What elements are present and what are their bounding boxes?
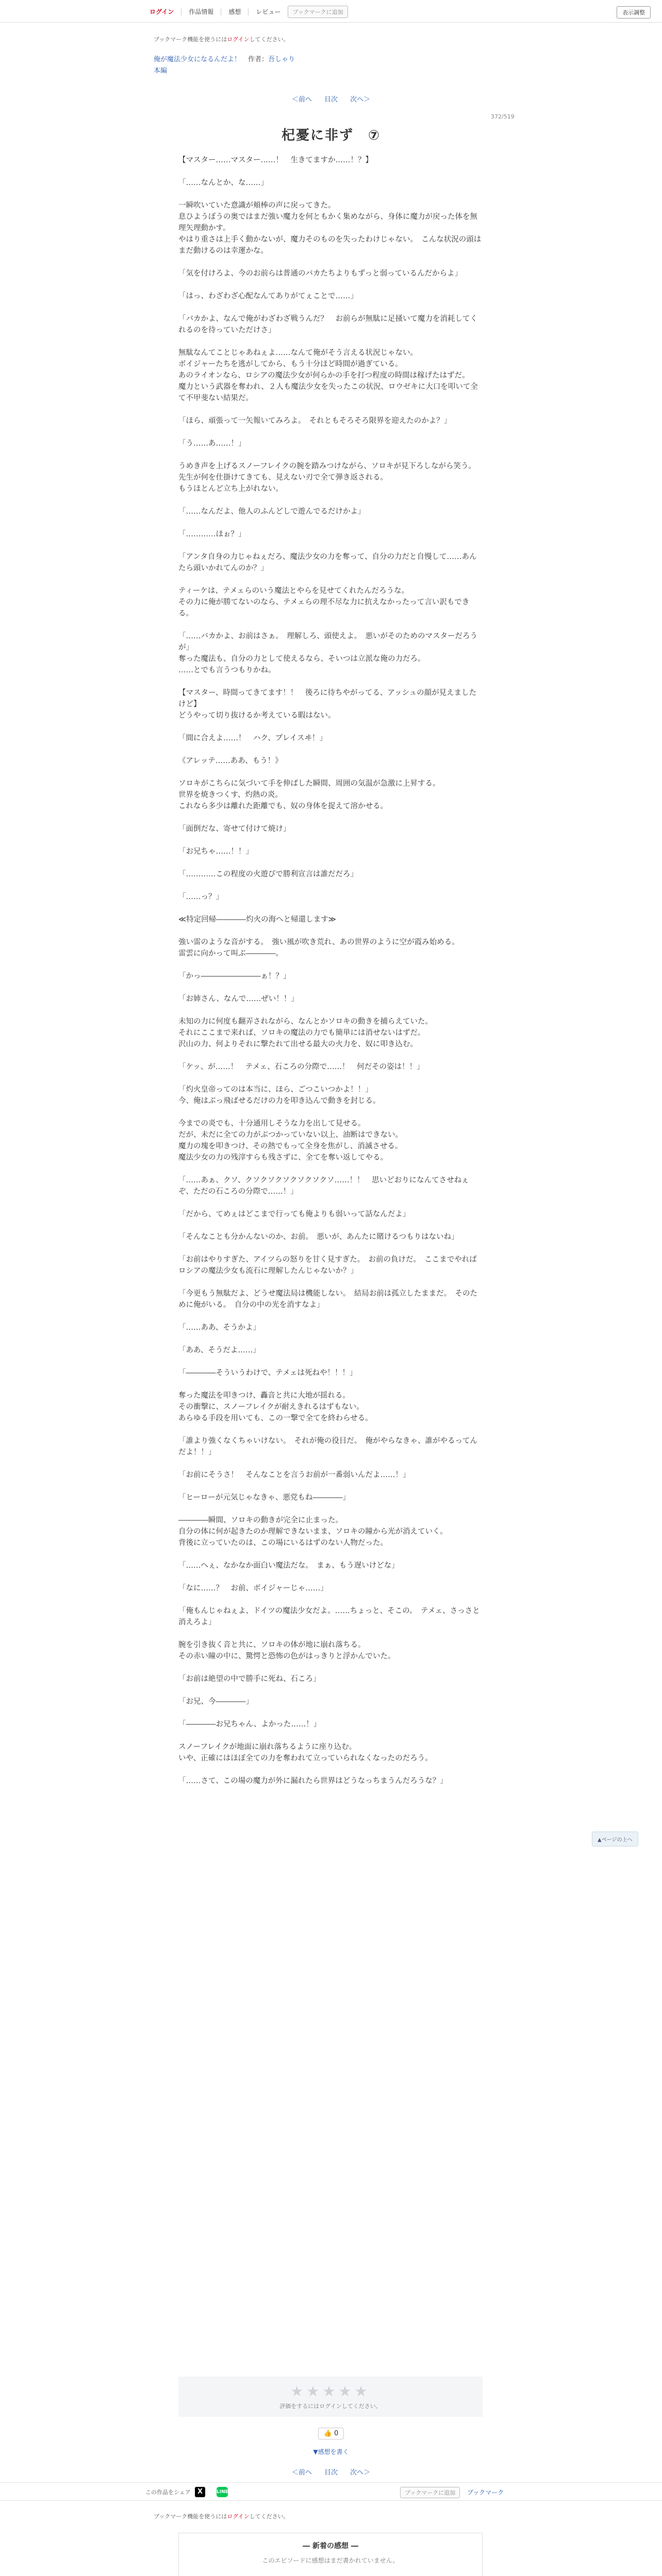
body-paragraph: 《アレッテ……ああ、もう！》 — [178, 757, 283, 765]
hint-prefix: ブックマーク機能を使うには — [154, 36, 227, 43]
series-info — [154, 54, 295, 63]
latest-reviews-empty: このエピソードに感想はまだ書かれていません。 — [262, 2557, 399, 2564]
bookmark-link[interactable]: ブックマーク — [467, 2489, 504, 2496]
body-paragraph: 「――――そういうわけで、テメェは死ねや！！！」 — [178, 1369, 357, 1377]
body-paragraph: 「――――お兄ちゃん、よかった……！」 — [178, 1720, 321, 1728]
series-title-link[interactable]: 俺が魔法少女になるんだよ！ — [154, 56, 241, 63]
body-paragraph: ティーケは、テメェらのいう魔法とやらを見せてくれたんだろうな。 その力に俺が勝てないのなら、テメェらの理不尽な力に抗えなかったって言い訳もできる。 — [178, 587, 470, 618]
body-paragraph: 未知の力に何度も翻弄されながら、なんとかソロキの動きを捕らえていた。 それにここまで来れば、ソロキの魔法の力でも簡単には消せないはずだ。 沢山の力、何よりそれに撃たれて出せる最大の火力を、奴に叩き込む。 — [178, 1018, 433, 1048]
prev-link[interactable]: ＜前へ — [291, 96, 312, 104]
hint-login-link[interactable]: ログイン — [227, 36, 250, 43]
body-paragraph: 今までの炎でも、十分通用しそうな力を出して見せる。 だが、未だに全ての力がぶつかっていない以上、油断はできない。 魔力の塊を叩きつけ、その熱でもって全身を焦がし、消滅させる。 魔法少女の力の残滓すらも残さずに、全てを奪い返してやる。 — [178, 1120, 403, 1162]
body-paragraph: 「……バカかよ、お前はさぁ。 理解しろ、頭使えよ。 悪いがそのためのマスターだろうが」 奪った魔法も、自分の力として使えるなら、そいつは立派な俺の力だろ。 ……とでも言うつもりかね。 — [178, 632, 477, 674]
write-review-link[interactable]: ▼感想を書く — [313, 2448, 349, 2455]
nav-item-recommendations[interactable]: レビュー — [256, 8, 281, 15]
display-settings-button[interactable]: 表示調整 — [617, 6, 651, 19]
share-bar — [0, 2482, 662, 2501]
top-nav-bar — [0, 0, 662, 23]
body-paragraph: 「ケッ、が……！ テメェ、石ころの分際で……！ 何だその姿は！！」 — [178, 1063, 424, 1071]
top-nav — [145, 5, 348, 18]
body-paragraph: 「…………この程度の火遊びで勝利宣言は誰だだろ」 — [178, 870, 358, 878]
body-paragraph: 「お姉さん、なんで……ぜい！！」 — [178, 995, 299, 1003]
body-paragraph: 「……っ？」 — [178, 893, 223, 901]
latest-reviews-title: ― 新着の感想 ― — [303, 2542, 358, 2550]
hint-login-link[interactable]: ログイン — [227, 2513, 250, 2520]
like-row — [0, 2428, 662, 2439]
bookmark-login-hint-bottom — [154, 2512, 289, 2520]
nav-item-info[interactable]: 作品情報 — [189, 8, 214, 15]
body-paragraph: 「そんなことも分かんないのか、お前。 悪いが、あんたに賭けるつもりはないね」 — [178, 1233, 459, 1241]
body-paragraph: 「なに……？ お前、ボイジャーじゃ……」 — [178, 1584, 328, 1592]
body-paragraph: 「…………ほぉ？」 — [178, 530, 246, 538]
body-paragraph: 「……なんとか、な……」 — [178, 179, 268, 187]
rating-login-note: 評価をするにはログインしてください。 — [279, 2403, 382, 2410]
next-link[interactable]: 次へ＞ — [350, 2469, 371, 2477]
body-paragraph: 強い雷のような音がする。 強い風が吹き荒れ、あの世界のように空が霞み始める。 雷雲に向かって叫ぶ――――。 — [178, 938, 459, 958]
episode-number: 372/519 — [491, 113, 515, 120]
pager-bottom — [0, 2467, 662, 2477]
login-link[interactable]: ログイン — [150, 8, 174, 15]
hint-prefix: ブックマーク機能を使うには — [154, 2513, 227, 2520]
bookmark-login-hint — [154, 35, 289, 43]
author-link[interactable]: 吾しゃり — [268, 56, 295, 63]
episode-title: 杞憂に非ず ⑦ — [281, 128, 380, 143]
toc-link[interactable]: 目次 — [324, 96, 338, 104]
body-paragraph: 「お前はやりすぎた、アイツらの怒りを甘く見すぎた。 お前の負けだ。 ここまでやればロシアの魔法少女も流石に理解したんじゃないか？」 — [178, 1256, 477, 1275]
body-paragraph: 「かっ――――――――ぁ！？」 — [178, 972, 291, 980]
body-paragraph: 「だから、てめぇはどこまで行っても俺よりも弱いって話なんだよ」 — [178, 1210, 410, 1218]
body-paragraph: 「今更もう無駄だよ、どうせ魔法局は機能しない。 結局お前は孤立したままだ。 そのために俺がいる。 自分の中の光を消すなよ」 — [178, 1290, 477, 1309]
body-paragraph: 「……あぁ、クソ、クソクソクソクソクソクソ……！！ 思いどおりになんてさせねぇぞ、ただの石ころの分際で……！」 — [178, 1176, 469, 1196]
rating-box — [178, 2377, 483, 2417]
body-paragraph: 「……へぇ、なかなか面白い魔法だな。 まぁ、もう遅いけどな」 — [178, 1562, 399, 1570]
nav-item-reviews[interactable]: 感想 — [228, 8, 241, 15]
body-paragraph: 「……なんだよ、他人のふんどしで遊んでるだけかよ」 — [178, 507, 366, 516]
body-paragraph: 無駄なんてことじゃあねぇよ……なんて俺がそう言える状況じゃない。 ボイジャーたちを逃がしてから、もう十分ほど時間が過ぎている。 あのライオンなら、ロシアの魔法少女が何らかの手を打つ程度の時間は稼げたはずだ。 魔力という武器を奪われ、２人も魔法少女を失ったこの状況、ロウゼキに大口を叩いて全て不甲斐ない結果だ。 — [178, 349, 478, 402]
body-paragraph: 【マスター……マスター……！ 生きてますか……！？】 — [178, 156, 373, 164]
body-paragraph: 「はっ、わざわざ心配なんてありがてぇことで……」 — [178, 292, 358, 300]
line-share-icon[interactable]: LINE — [217, 2487, 228, 2497]
next-link[interactable]: 次へ＞ — [350, 96, 371, 104]
body-paragraph: 一瞬吹いていた意識が頬棒の声に戻ってきた。 息ひようぼうの奥ではまだ強い魔力を何ともかく集めながら、身体に魔力が戻った体を無理矢理動かす。 やはり重さは上手く動かないが、魔力そのものを失ったわけじゃない。 こんな状況の頭はまだ動けるのは幸運かな。 — [178, 201, 482, 255]
body-paragraph: 「バカかよ、なんで俺がわざわざ戦うんだ？ お前らが無駄に足掻いて魔力を消耗してくれるのを待っていただけさ」 — [178, 315, 477, 334]
body-paragraph: 腕を引き抜く音と共に、ソロキの体が地に崩れ落ちる。 その赤い瞳の中に、驚愕と恐怖の色がはっきりと浮かんでいた。 — [178, 1641, 395, 1660]
body-paragraph: ――――瞬間、ソロキの動きが完全に止まった。 自分の体に何が起きたのか理解できないまま、ソロキの瞳から光が消えていく。 背後に立っていたのは、この場にいるはずのない人物だった。 — [178, 1516, 448, 1547]
body-paragraph: ソロキがこちらに気づいて手を伸ばした瞬間、周囲の気温が急激に上昇する。 世界を焼きつくす、灼熱の炎。 これなら多少は離れた距離でも、奴の身体を捉えて溶かせる。 — [178, 779, 440, 810]
body-paragraph: 【マスター、時間ってきてます！！ 後ろに待ちやがってる、アッシュの顔が見えましたけど】 どうやって切り抜けるか考えている暇はない。 — [178, 689, 477, 720]
author-label: 作者： — [248, 56, 269, 63]
x-share-icon[interactable]: X — [195, 2487, 205, 2497]
body-paragraph: 「アンタ自身の力じゃねぇだろ、魔法少女の力を奪って、自分の力だと自慢して……あんたら頭いかれてんのか？」 — [178, 553, 477, 572]
scroll-top-tab[interactable]: ▲ページの上へ — [592, 1832, 638, 1846]
bookmark-add-button[interactable]: ブックマークに追加 — [288, 6, 347, 18]
body-paragraph: ≪特定回帰――――灼火の海へと帰還します≫ — [178, 916, 336, 924]
bookmark-add-button[interactable]: ブックマークに追加 — [400, 2487, 460, 2498]
body-paragraph: 「間に合えよ……！ ハク、プレイスヰ！」 — [178, 734, 327, 742]
body-paragraph: 「……ああ、そうかよ」 — [178, 1324, 260, 1332]
toc-link[interactable]: 目次 — [324, 2469, 338, 2477]
body-paragraph: スノーフレイクが地面に崩れ落ちるように座り込む。 いや、正確にはほぼ全ての力を奪われて立っていられなくなったのだろう。 — [178, 1743, 433, 1762]
body-paragraph: 「お兄ちゃ……！！」 — [178, 848, 253, 856]
pager-top — [0, 94, 662, 104]
body-paragraph: 「ああ、そうだよ……」 — [178, 1346, 260, 1354]
body-paragraph: 「お前にそうさ！ そんなことを言うお前が一番弱いんだよ……！」 — [178, 1471, 410, 1479]
novel-body — [178, 155, 483, 1798]
hint-suffix: してください。 — [249, 2513, 289, 2520]
body-paragraph: 「気を付けろよ、今のお前らは普通のバカたちよりもずっと弱っているんだからよ」 — [178, 269, 462, 278]
body-paragraph: 「お前は絶望の中で勝手に死ね、石ころ」 — [178, 1675, 321, 1683]
body-paragraph: 「ほら、頑張って一矢報いてみろよ。 それともそろそろ限界を迎えたのかよ？」 — [178, 417, 452, 425]
body-paragraph: 「俺もんじゃねぇよ、ドイツの魔法少女だよ。……ちょっと、そこの。 テメェ、さっさと消えろよ」 — [178, 1607, 480, 1626]
body-paragraph: 「灼火皇帝ってのは本当に、ほら、ごつこいつかよ！！」 今、俺はぶっ飛ばせるだけの力を叩き込んで動きを封じる。 — [178, 1086, 380, 1105]
prev-link[interactable]: ＜前へ — [291, 2469, 312, 2477]
like-button[interactable]: 👍 0 — [318, 2428, 344, 2439]
latest-reviews-box — [178, 2533, 483, 2576]
share-label: この作品をシェア — [145, 2489, 191, 2496]
body-paragraph: 奪った魔法を叩きつけ、轟音と共に大地が揺れる。 その衝撃に、スノーフレイクが耐えきれるはずもない。 あらゆる手段を用いても、この一撃で全てを終わらせる。 — [178, 1392, 373, 1422]
body-paragraph: 「……さて、この場の魔力が外に漏れたら世界はどうなっちまうんだろうな？」 — [178, 1777, 448, 1785]
hint-suffix: してください。 — [249, 36, 289, 43]
body-paragraph: 「誰より強くなくちゃいけない。 それが俺の役目だ。 俺がやらなきゃ、誰がやるってんだよ！！」 — [178, 1437, 477, 1456]
body-paragraph: 「ヒーローが元気じゃなきゃ、悪党もね――――」 — [178, 1494, 350, 1502]
body-paragraph: 「う……あ……！」 — [178, 439, 246, 448]
body-paragraph: うめき声を上げるスノーフレイクの腕を踏みつけながら、ソロキが見下ろしながら笑う。 先生が何を仕掛けてきても、見えない刃で全て弾き返される。 もうほとんど立ち上がれない。 — [178, 462, 476, 493]
divider — [248, 8, 249, 15]
body-paragraph: 「お兄、今――――」 — [178, 1698, 253, 1706]
rating-stars[interactable]: ★★★★★ — [290, 2383, 371, 2400]
body-paragraph: 「面倒だな、寄せて付けて焼け」 — [178, 825, 291, 833]
chapter-label[interactable]: 本編 — [154, 67, 168, 75]
